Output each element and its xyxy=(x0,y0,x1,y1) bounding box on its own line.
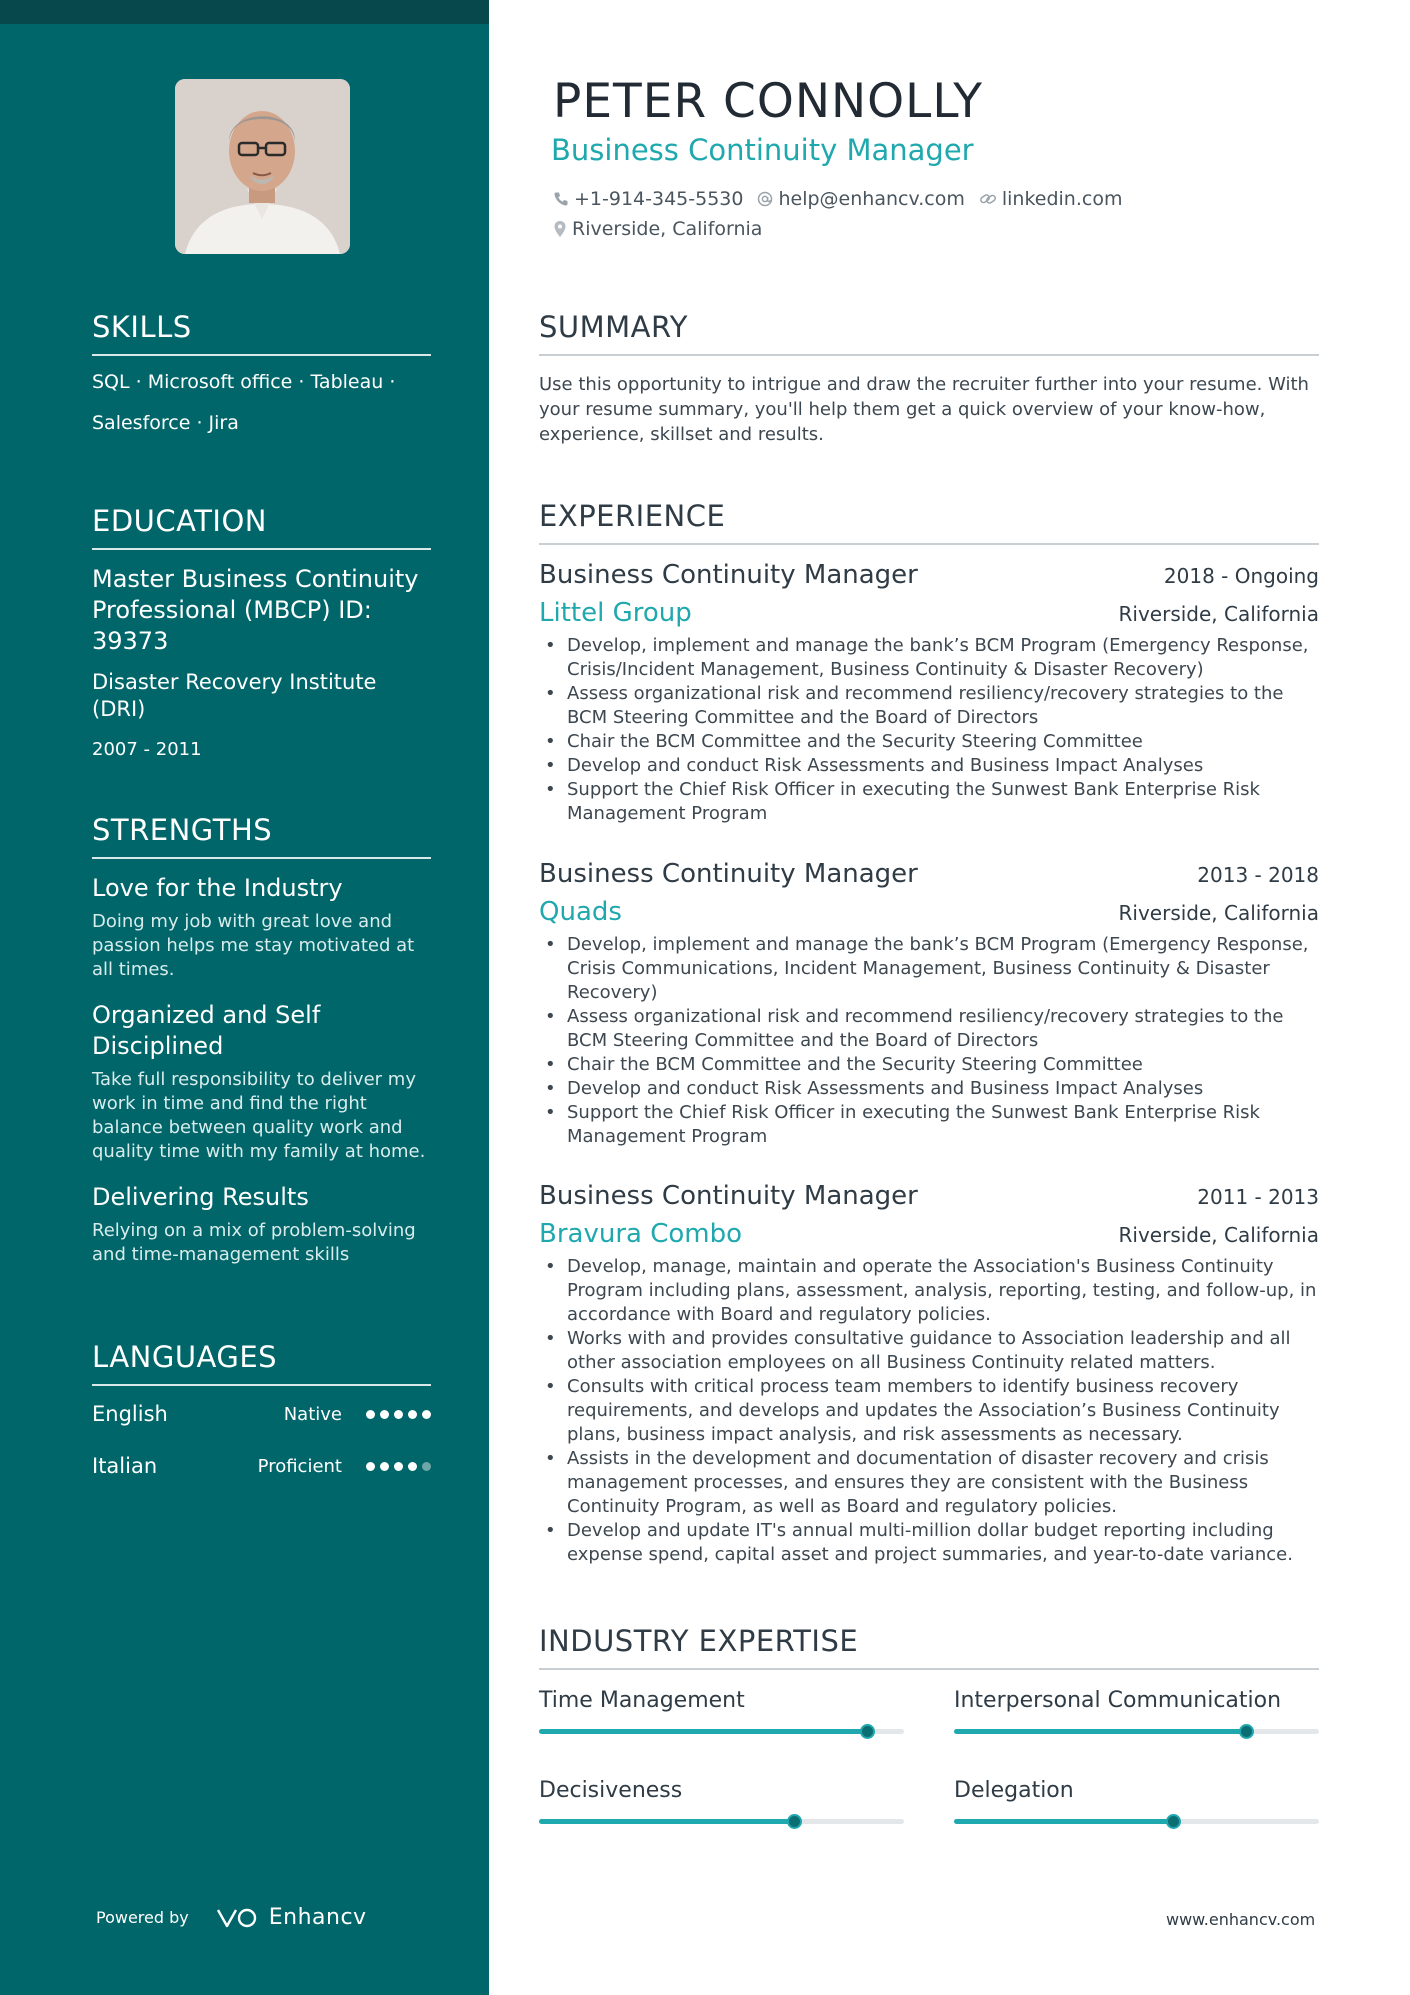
strengths-section xyxy=(92,813,431,1267)
email-address: help@enhancv.com xyxy=(778,188,965,210)
expertise-bar xyxy=(539,1819,904,1824)
education-school: Disaster Recovery Institute (DRI) xyxy=(92,670,377,721)
rating-dot xyxy=(380,1462,389,1471)
job-bullet: • Support the Chief Risk Officer in executing the Sunwest Bank Enterprise Risk Management Program xyxy=(539,1101,1319,1149)
strength-description: Relying on a mix of problem-solving and time-management skills xyxy=(92,1220,416,1265)
strengths-title: STRENGTHS xyxy=(92,813,431,859)
expertise-bar xyxy=(954,1819,1319,1824)
education-dates: 2007 - 2011 xyxy=(92,739,202,760)
expertise-bar-fill xyxy=(539,1819,795,1824)
expertise-label: Delegation xyxy=(954,1778,1074,1803)
job-title: Business Continuity Manager xyxy=(539,1181,918,1211)
sidebar xyxy=(0,0,489,1995)
expertise-title: INDUSTRY EXPERTISE xyxy=(539,1624,1319,1670)
rating-dot xyxy=(380,1410,389,1419)
job-title: Business Continuity Manager xyxy=(539,560,918,590)
job-entry xyxy=(539,1181,1319,1567)
expertise-bar-knob xyxy=(860,1724,875,1739)
job-location: Riverside, California xyxy=(1118,901,1319,925)
education-section xyxy=(92,504,431,760)
job-bullet: • Develop and update IT's annual multi-million dollar budget reporting including expense spend, capital asset and project summaries, and year-to-date variance. xyxy=(539,1519,1319,1567)
language-rating xyxy=(366,1462,431,1471)
strength-title: Organized and Self Disciplined xyxy=(92,1001,321,1060)
website-link[interactable]: www.enhancv.com xyxy=(1166,1910,1316,1929)
job-company: Bravura Combo xyxy=(539,1219,743,1249)
job-bullet: • Develop, implement and manage the bank’s BCM Program (Emergency Response, Crisis Communications, Incident Management, Business Continuity & Disaster Recovery) xyxy=(539,933,1319,1005)
candidate-role: Business Continuity Manager xyxy=(551,133,974,167)
expertise-item xyxy=(539,1778,904,1824)
expertise-label: Interpersonal Communication xyxy=(954,1688,1282,1713)
job-entry xyxy=(539,560,1319,826)
location-pin-icon xyxy=(553,220,567,238)
skills-list xyxy=(92,362,431,444)
summary-text: Use this opportunity to intrigue and draw the recruiter further into your resume. With your resume summary, you'll help them get a quick overview of your know-how, experience, skillset and results. xyxy=(539,374,1309,445)
language-name: Italian xyxy=(92,1454,158,1478)
skills-line-1: SQL · Microsoft office · Tableau · xyxy=(92,371,396,393)
job-bullets xyxy=(539,634,1319,826)
education-title: EDUCATION xyxy=(92,504,431,550)
experience-title: EXPERIENCE xyxy=(539,499,1319,545)
expertise-bar-fill xyxy=(954,1819,1173,1824)
contact-row-1 xyxy=(553,188,1136,210)
expertise-bar-knob xyxy=(787,1814,802,1829)
link-icon xyxy=(979,191,997,207)
profile-photo xyxy=(175,79,350,254)
job-title: Business Continuity Manager xyxy=(539,859,918,889)
job-location: Riverside, California xyxy=(1118,1223,1319,1247)
rating-dot xyxy=(366,1462,375,1471)
expertise-bar-fill xyxy=(539,1729,868,1734)
language-level: Proficient xyxy=(257,1455,342,1477)
job-dates: 2011 - 2013 xyxy=(1197,1185,1319,1209)
expertise-bar-fill xyxy=(954,1729,1246,1734)
strength-item xyxy=(92,1182,431,1267)
powered-by xyxy=(96,1905,367,1930)
expertise-bar xyxy=(954,1729,1319,1734)
job-bullet: • Develop and conduct Risk Assessments and Business Impact Analyses xyxy=(539,1077,1319,1101)
rating-dot xyxy=(408,1410,417,1419)
job-bullet: • Chair the BCM Committee and the Security Steering Committee xyxy=(539,730,1319,754)
at-icon xyxy=(757,191,773,207)
job-bullet: • Develop, manage, maintain and operate the Association's Business Continuity Program including plans, assessment, analysis, reporting, testing, and follow-up, in accordance with Board and regulatory policies. xyxy=(539,1255,1319,1327)
expertise-item xyxy=(539,1688,904,1734)
candidate-name: PETER CONNOLLY xyxy=(553,74,984,129)
job-bullet: • Assess organizational risk and recommend resiliency/recovery strategies to the BCM Steering Committee and the Board of Directors xyxy=(539,682,1319,730)
contact-linkedin[interactable] xyxy=(979,188,1123,210)
location-text: Riverside, California xyxy=(572,218,763,240)
skills-title: SKILLS xyxy=(92,310,431,356)
job-bullet: • Assess organizational risk and recommend resiliency/recovery strategies to the BCM Steering Committee and the Board of Directors xyxy=(539,1005,1319,1053)
job-bullets xyxy=(539,933,1319,1149)
phone-icon xyxy=(553,191,569,207)
sidebar-top-strip xyxy=(0,0,489,24)
strength-description: Take full responsibility to deliver my work in time and find the right balance between quality work and quality time with my family at home. xyxy=(92,1069,426,1162)
expertise-bar-knob xyxy=(1166,1814,1181,1829)
rating-dot xyxy=(408,1462,417,1471)
linkedin-url: linkedin.com xyxy=(1001,188,1123,210)
education-degree: Master Business Continuity Professional (MBCP) ID: 39373 xyxy=(92,565,419,655)
language-row xyxy=(92,1440,431,1492)
contact-email[interactable] xyxy=(757,188,964,210)
language-rating xyxy=(366,1410,431,1419)
rating-dot xyxy=(394,1410,403,1419)
job-bullet: • Assists in the development and documentation of disaster recovery and crisis management processes, and ensures they are consistent with the Business Continuity Program, as well as Board and regulatory policies. xyxy=(539,1447,1319,1519)
job-bullet: • Develop, implement and manage the bank’s BCM Program (Emergency Response, Crisis/Incident Management, Business Continuity & Disaster Recovery) xyxy=(539,634,1319,682)
job-bullets xyxy=(539,1255,1319,1567)
job-bullet: • Works with and provides consultative guidance to Association leadership and all other association employees on all Business Continuity related matters. xyxy=(539,1327,1319,1375)
expertise-item xyxy=(954,1778,1319,1824)
language-row xyxy=(92,1388,431,1440)
strength-item xyxy=(92,873,431,982)
rating-dot xyxy=(394,1462,403,1471)
job-bullet: • Consults with critical process team members to identify business recovery requirements, and develops and updates the Association’s Business Continuity plans, business impact analysis, and risk assessments as necessary. xyxy=(539,1375,1319,1447)
powered-by-label: Powered by xyxy=(96,1908,189,1927)
rating-dot xyxy=(366,1410,375,1419)
strength-title: Delivering Results xyxy=(92,1183,309,1211)
language-level: Native xyxy=(283,1403,342,1425)
skills-line-2: Salesforce · Jira xyxy=(92,412,239,434)
expertise-bar xyxy=(539,1729,904,1734)
job-company: Quads xyxy=(539,897,622,927)
language-name: English xyxy=(92,1402,168,1426)
job-company: Littel Group xyxy=(539,598,692,628)
strength-item xyxy=(92,1000,431,1164)
languages-title: LANGUAGES xyxy=(92,1340,431,1386)
rating-dot xyxy=(422,1410,431,1419)
skills-section xyxy=(92,310,431,444)
job-dates: 2018 - Ongoing xyxy=(1163,564,1319,588)
contact-phone[interactable] xyxy=(553,188,743,210)
enhancv-brand-text: Enhancv xyxy=(268,1905,367,1930)
job-bullet: • Chair the BCM Committee and the Security Steering Committee xyxy=(539,1053,1319,1077)
job-location: Riverside, California xyxy=(1118,602,1319,626)
rating-dot xyxy=(422,1462,431,1471)
expertise-item xyxy=(954,1688,1319,1734)
strength-description: Doing my job with great love and passion helps me stay motivated at all times. xyxy=(92,911,415,980)
strength-title: Love for the Industry xyxy=(92,874,343,902)
summary-title: SUMMARY xyxy=(539,310,1319,356)
job-entry xyxy=(539,859,1319,1149)
languages-section xyxy=(92,1340,431,1492)
job-bullet: • Support the Chief Risk Officer in executing the Sunwest Bank Enterprise Risk Management Program xyxy=(539,778,1319,826)
job-dates: 2013 - 2018 xyxy=(1197,863,1319,887)
contact-row-2 xyxy=(553,218,776,240)
expertise-bar-knob xyxy=(1239,1724,1254,1739)
job-bullet: • Develop and conduct Risk Assessments and Business Impact Analyses xyxy=(539,754,1319,778)
enhancv-logo[interactable] xyxy=(215,1905,367,1930)
phone-number: +1-914-345-5530 xyxy=(574,188,744,210)
expertise-label: Time Management xyxy=(539,1688,745,1713)
enhancv-logo-icon xyxy=(215,1906,261,1930)
expertise-label: Decisiveness xyxy=(539,1778,683,1803)
contact-location xyxy=(553,218,762,240)
